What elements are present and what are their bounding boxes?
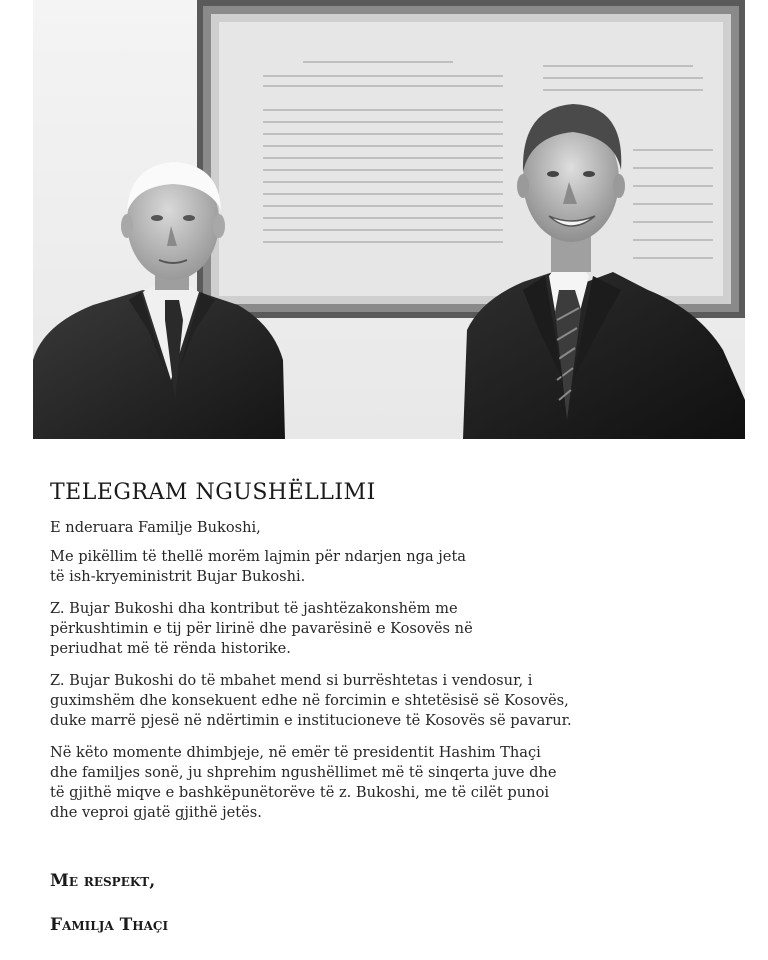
telegram-body (50, 478, 740, 958)
signature-block (50, 848, 740, 958)
greeting: E nderuara Familje Bukoshi, (50, 519, 261, 536)
header-photo (33, 0, 745, 439)
paragraph-4: Në këto momente dhimbjeje, në emër të presidentit Hashim Thaçi dhe familjes sonë, ju shprehim ngushëllimet më të sinqerta juve dhe të gjithë miqve e bashkëpunëtorëve të z. Bukoshi, me të cilët punoi dhe veproi gjatë gjithë jetës. (50, 744, 557, 821)
signatory: Familja Thaçi (50, 915, 169, 935)
paragraph-3: Z. Bujar Bukoshi do të mbahet mend si burrështetas i vendosur, i guximshëm dhe konsekuent edhe në forcimin e shtetësisë së Kosovës, duke marrë pjesë në ndërtimin e institucioneve të Kosovës së pavarur. (50, 672, 572, 729)
paragraph-1: Me pikëllim të thellë morëm lajmin për ndarjen nga jeta të ish-kryeministrit Bujar Bukoshi. (50, 548, 467, 585)
paragraph-2: Z. Bujar Bukoshi dha kontribut të jashtëzakonshëm me përkushtimin e tij për lirinë dhe pavarësinë e Kosovës në periudhat më të rënda historike. (50, 600, 473, 657)
telegram-title: TELEGRAM NGUSHËLLIMI (50, 480, 376, 505)
closing-line: Me respekt, (50, 871, 156, 891)
